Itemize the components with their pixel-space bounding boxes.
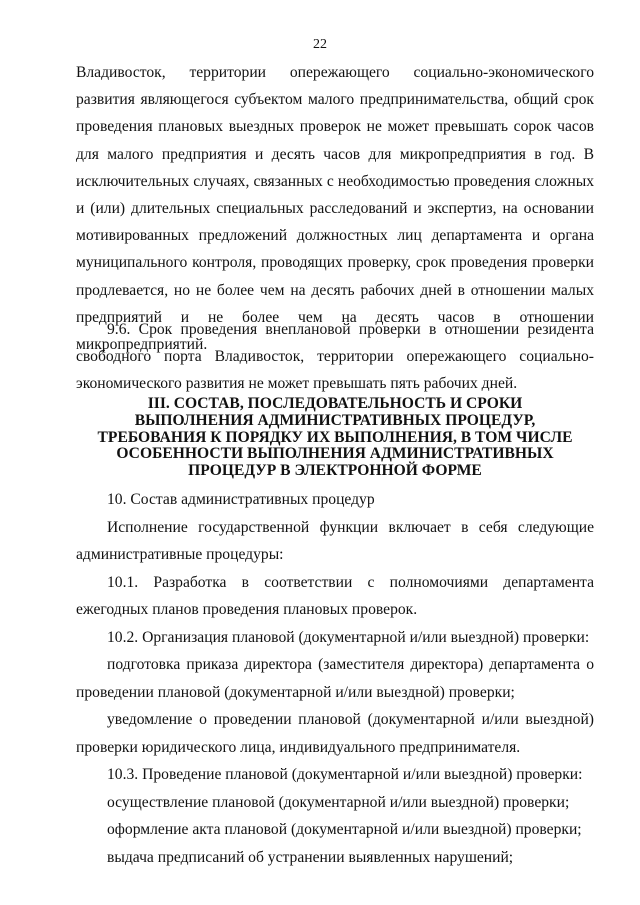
paragraph-10-1: 10.1. Разработка в соответствии с полномочиями департамента ежегодных планов проведения плановых проверок. (76, 573, 594, 618)
paragraph-10-3-b: оформление акта плановой (документарной и/или выездной) проверки; (107, 821, 582, 838)
section-heading: III. СОСТАВ, ПОСЛЕДОВАТЕЛЬНОСТЬ И СРОКИ ВЫПОЛНЕНИЯ АДМИНИСТРАТИВНЫХ ПРОЦЕДУР, ТРЕБОВАНИЯ К ПОРЯДКУ ИХ ВЫПОЛНЕНИЯ, В ТОМ ЧИСЛЕ ОСОБЕННОСТИ ВЫПОЛНЕНИЯ АДМИНИСТРАТИВНЫХ ПРОЦЕДУР В ЭЛЕКТРОННОЙ ФОРМЕ (97, 395, 573, 480)
paragraph-10-3-a: осуществление плановой (документарной и/или выездной) проверки; (107, 793, 570, 811)
procedures-section (76, 486, 594, 871)
paragraph-9-6: 9.6. Срок проведения внеплановой проверки в отношении резидента свободного порта Владивосток, территории опережающего социально-экономического развития не может превышать пять рабочих дней. (76, 321, 594, 393)
paragraph-10-intro: Исполнение государственной функции включает в себя следующие административные процедуры: (76, 518, 594, 563)
paragraph-10-2: 10.2. Организация плановой (документарной и/или выездной) проверки: (107, 628, 590, 646)
paragraph-10-2-a: подготовка приказа директора (заместителя директора) департамента о проведении плановой (документарной и/или выездной) проверки; (76, 656, 594, 701)
paragraph-continuation: Владивосток, территории опережающего социально-экономического развития являющегося субъектом малого предпринимательства, общий срок проведения плановых выездных проверок не может превышать сорок часов для малого предприятия и десять часов для микропредприятия в год. В исключительных случаях, связанных с необходимостью проведения сложных и (или) длительных специальных расследований и экспертиз, на основании мотивированных предложений должностных лиц департамента и органа муниципального контроля, проводящих проверку, срок проведения проверки продлевается, но не более чем на десять рабочих дней в отношении малых предприятий и не более чем на десять часов в отношении микропредприятий. (76, 64, 594, 354)
page-number: 22 (313, 37, 327, 52)
paragraph-10-3-c: выдача предписаний об устранении выявленных нарушений; (107, 848, 514, 866)
paragraph-10-3: 10.3. Проведение плановой (документарной и/или выездной) проверки: (107, 766, 583, 783)
paragraph-10: 10. Состав административных процедур (107, 491, 375, 508)
paragraph-10-2-b: уведомление о проведении плановой (документарной и/или выездной) проверки юридического лица, индивидуального предпринимателя. (76, 711, 594, 756)
